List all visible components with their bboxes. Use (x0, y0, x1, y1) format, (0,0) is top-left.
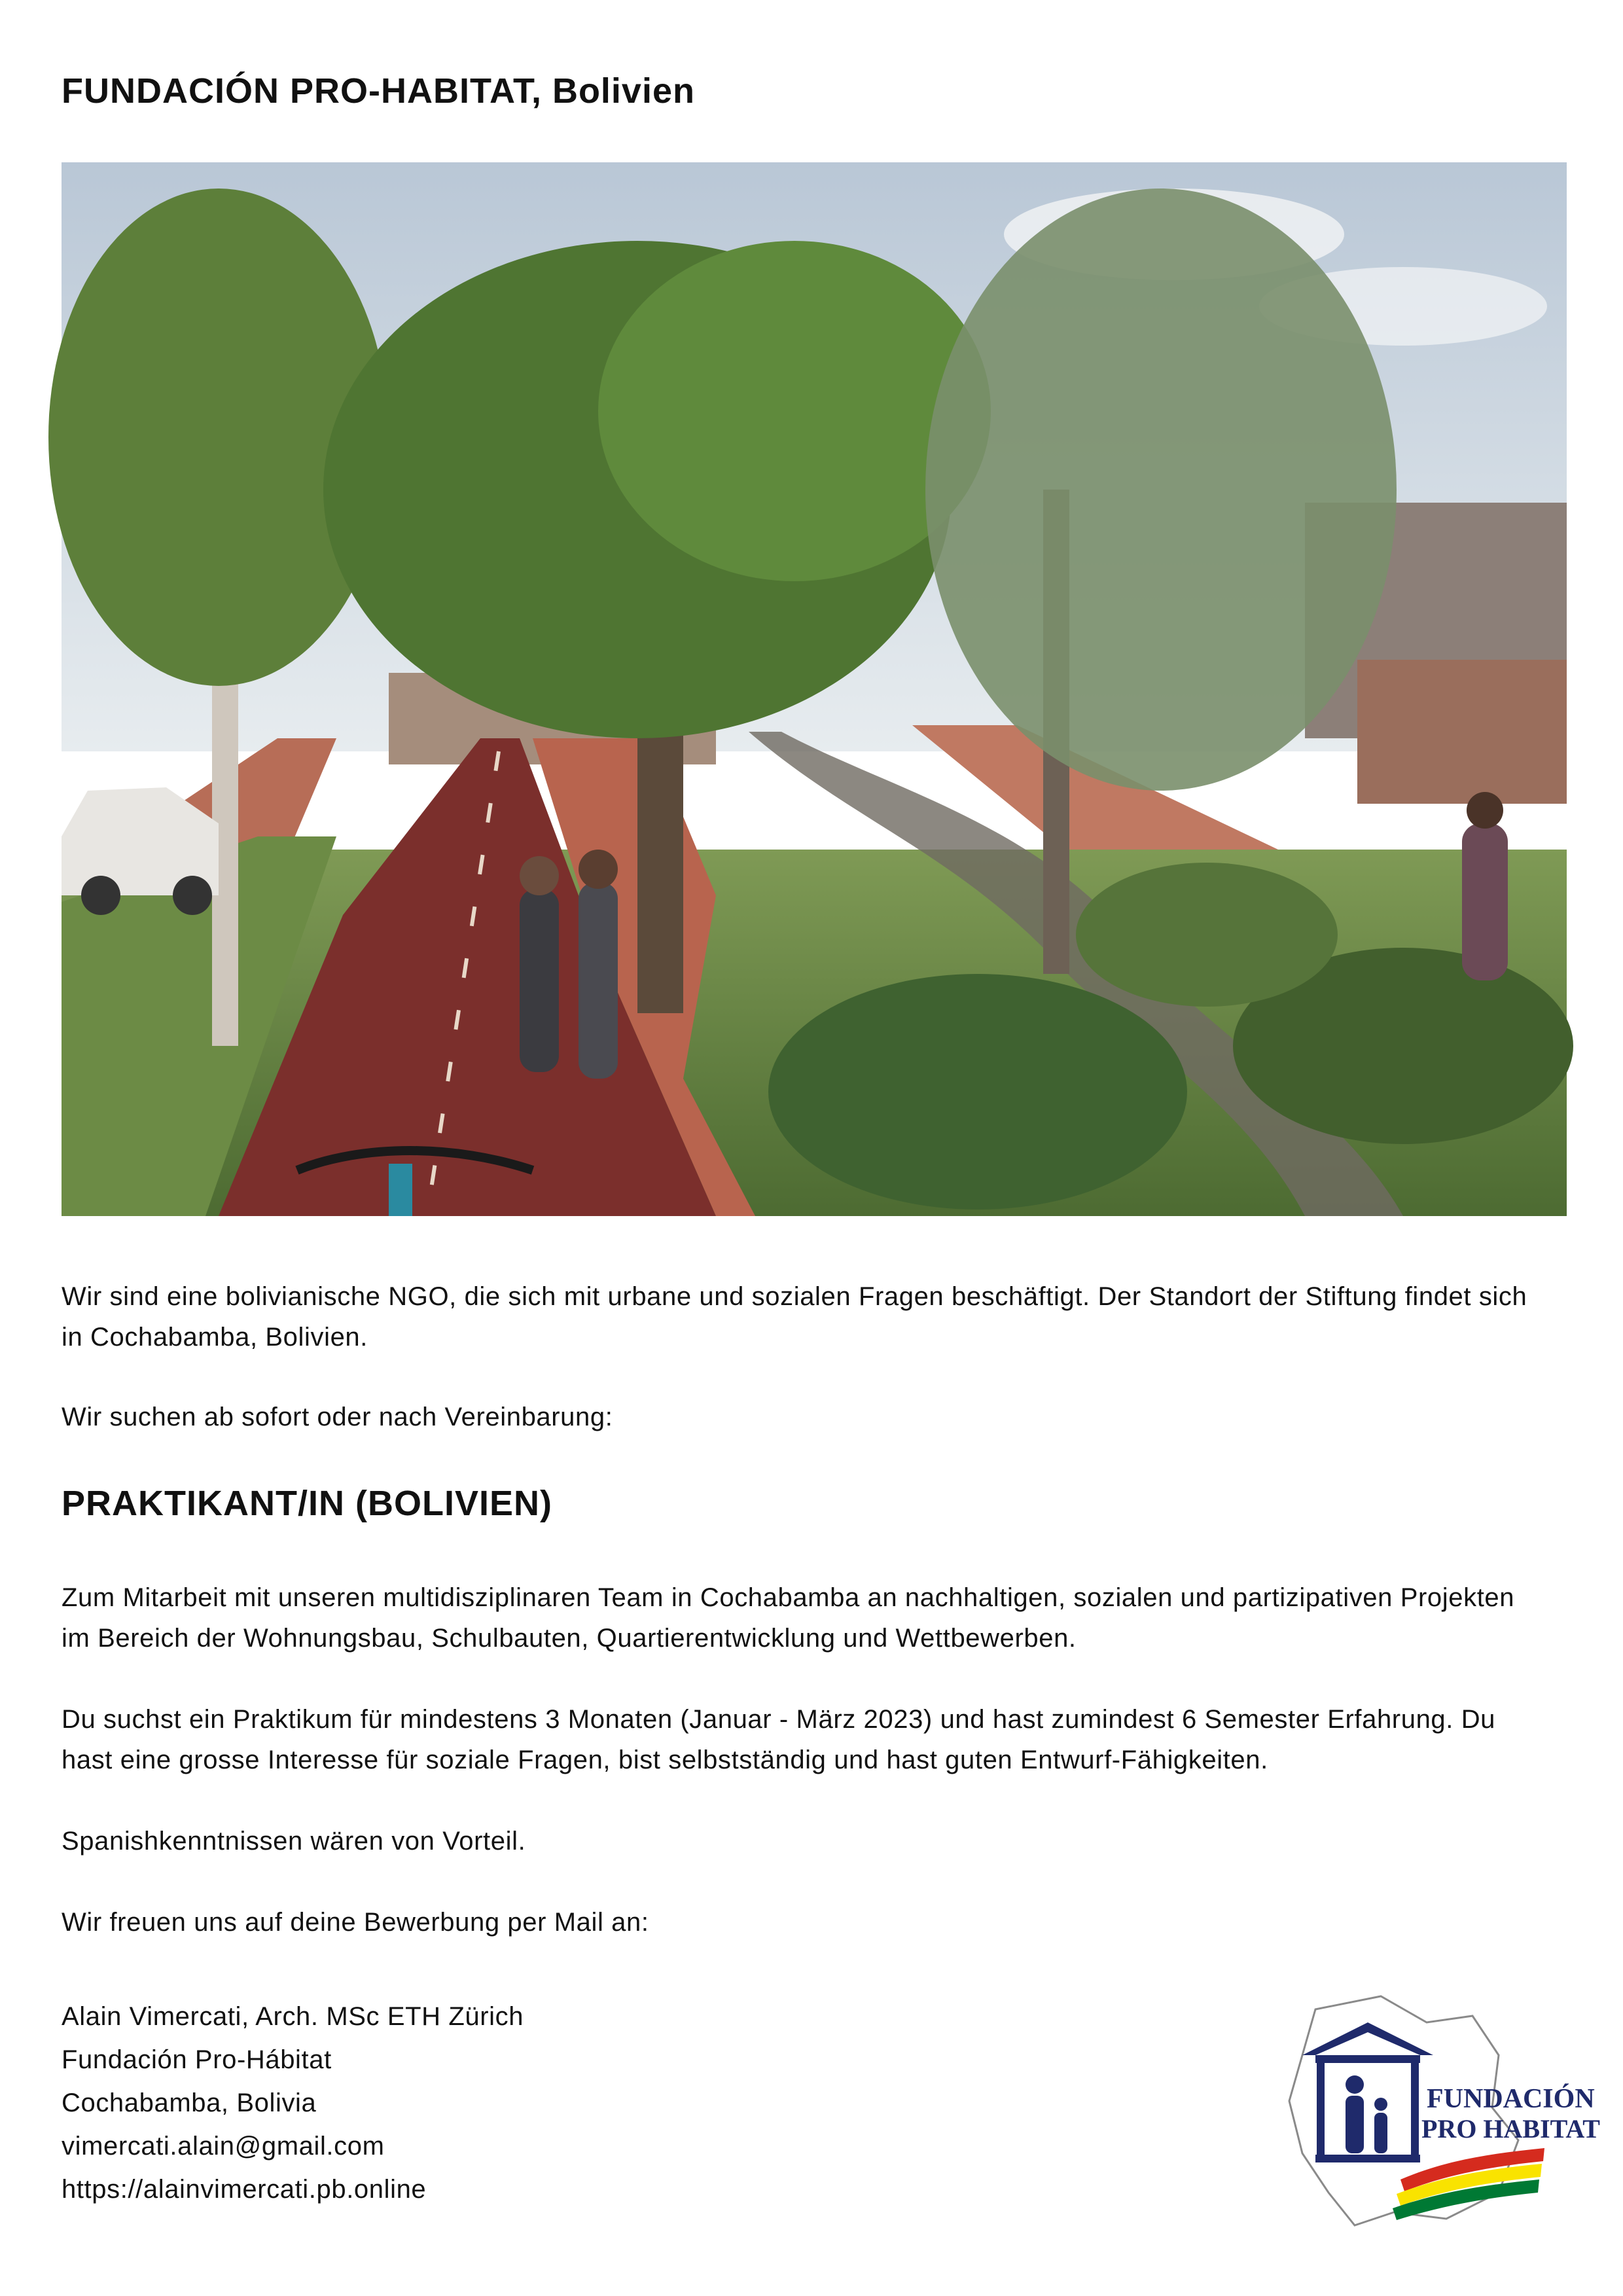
contact-block (62, 1995, 524, 2211)
job-title: PRAKTIKANT/IN (BOLIVIEN) (62, 1484, 552, 1523)
contact-city: Cochabamba, Bolivia (62, 2089, 317, 2117)
contact-email[interactable]: vimercati.alain@gmail.com (62, 2132, 385, 2161)
fundacion-logo (1276, 1983, 1600, 2232)
job-requirements: Du suchst ein Praktikum für mindestens 3 Monaten (Januar - März 2023) und hast zumindest 6 Semester Erfahrung. Du hast eine grosse Interesse für soziale Fragen, bist selbstständig und hast guten Entwurf-Fähigkeiten. (62, 1705, 1496, 1774)
logo-text-line2: PRO HABITAT (1421, 2114, 1600, 2144)
page-title: FUNDACIÓN PRO-HABITAT, Bolivien (62, 71, 695, 111)
job-language-note: Spanishkenntnissen wären von Vorteil. (62, 1827, 526, 1856)
intro-paragraph: Wir sind eine bolivianische NGO, die sich mit urbane und sozialen Fragen beschäftigt. Der Standort der Stiftung findet sich in Cochabamba, Bolivien. (62, 1282, 1527, 1352)
intro-search-line: Wir suchen ab sofort oder nach Vereinbarung: (62, 1403, 613, 1431)
contact-website[interactable]: https://alainvimercati.pb.online (62, 2175, 427, 2204)
contact-name: Alain Vimercati, Arch. MSc ETH Zürich (62, 2002, 524, 2031)
job-description: Zum Mitarbeit mit unseren multidisziplinaren Team in Cochabamba an nachhaltigen, sozialen und partizipativen Projekten im Bereich der Wohnungsbau, Schulbauten, Quartierentwicklung und Wettbewerben. (62, 1583, 1515, 1653)
park-rendering-image (62, 162, 1567, 1216)
contact-org: Fundación Pro-Hábitat (62, 2045, 332, 2074)
park-illustration (62, 162, 1567, 1216)
application-note: Wir freuen uns auf deine Bewerbung per Mail an: (62, 1908, 649, 1937)
logo-text-line1: FUNDACIÓN (1427, 2084, 1595, 2114)
logo-icon (1276, 1983, 1600, 2232)
